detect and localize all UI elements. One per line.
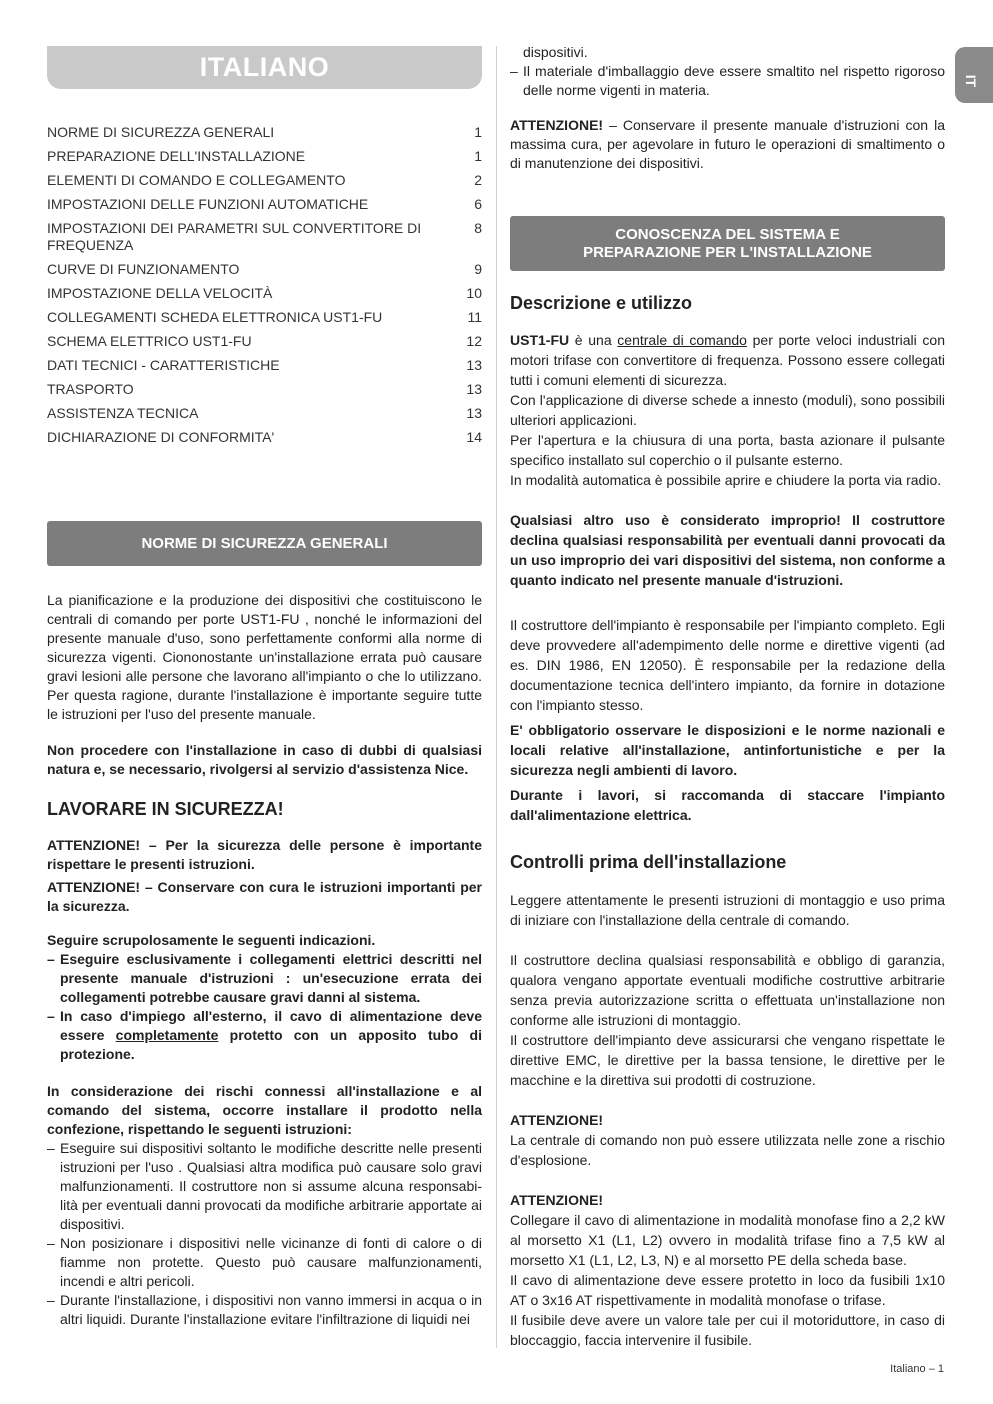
bold-instruction-list [47,950,482,1064]
toc-item-page: 13 [466,357,482,373]
toc-item-page: 1 [474,148,482,164]
heading-work-safely: LAVORARE IN SICUREZZA! [47,799,284,819]
section-title-system: CONOSCENZA DEL SISTEMA E PREPARAZIONE PER L'INSTALLAZIONE [510,216,945,271]
installation-instruction-list [47,1139,482,1329]
description-radio: In modalità automatica è possibile aprire e chiudere la porta via radio. [510,472,942,488]
toc-item [47,220,482,254]
toc-item-page: 6 [474,196,482,212]
toc-item-title: PREPARAZIONE DELL'INSTALLAZIONE [47,148,306,164]
checks-read-instructions: Leggere attentamente le presenti istruzioni di montaggio e uso prima di iniziare con l'installazione della centrale di comando. [510,892,945,928]
toc-item [47,405,482,422]
follow-instructions: Seguire scrupolosamente le seguenti indicazioni. [47,932,376,948]
toc-item-title: ASSISTENZA TECNICA [47,405,199,421]
checks-warranty: Il costruttore declina qualsiasi responsabilità e obbligo di garanzia, qualora vengano apportate eventuali modifiche costruttive arbitrarie senza previa autorizzazione scritta o effettuata un'installazione non conforme alle istruzioni di montaggio. [510,952,945,1028]
toc-item-page: 1 [474,124,482,140]
toc-item [47,172,482,189]
toc-item [47,357,482,374]
packaging-list [510,62,945,100]
toc-item-page: 9 [474,261,482,277]
toc-item-page: 8 [474,220,482,236]
toc-item-title: CURVE DI FUNZIONAMENTO [47,261,240,277]
toc-item-page: 13 [466,381,482,397]
emphasis-underline: completamente [115,1027,219,1043]
attention-fuses: Il cavo di alimentazione deve essere protetto in loco da fusibili 1x10 AT o 3x16 AT rispettivamente in modalità monofase o trifase. [510,1272,945,1308]
list-item: – Non posizionare i dispositivi nelle vicinanze di fonti di calore o di fiamme non protette. Questo può causare malfunzionamenti, incendi e altri pericoli. [47,1234,482,1291]
safety-intro: La pianificazione e la produzione dei dispositivi che costituiscono le centrali di comando per porte UST1-FU , nonché le informazioni del presente manuale d'uso, sono perfettamente conformi alla norme di sicurezza vigenti. Ciononostante un'installazione errata può causare gravi lesioni alle persone che lavorano all'impianto o che lo utilizzano. Per questa ragione, durante l'installazione è importante seguire tutte le istruzioni per l'uso del presente manuale. [47,592,482,722]
toc-item-title: ELEMENTI DI COMANDO E COLLEGAMENTO [47,172,346,188]
toc-item [47,381,482,398]
list-item: – Il materiale d'imballaggio deve essere smaltito nel rispetto rigoroso delle norme vigenti in materia. [510,62,945,100]
right-column [510,46,945,1350]
list-item: – Eseguire esclusivamente i collegamenti elettrici descritti nel presente manuale d'istruzioni : un'esecuzione errata dei collegamenti potrebbe causare gravi danni al sistema. [47,950,482,1007]
toc-item-page: 11 [467,309,482,325]
disconnect-power: Durante i lavori, si raccomanda di staccare l'impianto dall'alimentazione elettrica. [510,787,945,823]
attention-label: ATTENZIONE! [510,1112,604,1128]
toc-item-title: NORME DI SICUREZZA GENERALI [47,124,275,140]
heading-description: Descrizione e utilizzo [510,293,693,313]
checks-directives: Il costruttore dell'impianto deve assicurarsi che vengano rispettate le direttive EMC, le direttive per la bassa tensione, le direttive per le macchine e la direttiva sui prodotti di costruzione. [510,1032,945,1088]
toc-item [47,124,482,141]
language-tab: IT [955,47,993,103]
page-footer: Italiano – 1 [890,1363,944,1375]
list-item: – Eseguire sui dispositivi soltanto le modifiche descritte nelle presenti istruzioni per l'uso . Qualsiasi altra modifica può causare solo gravi malfunzionamenti. Il costruttore non si assume alcuna responsabi-lità per eventuali danni provocati da modifiche arbitrarie apportate ai dispositivi. [47,1139,482,1234]
control-unit-link-text: centrale di comando [617,332,747,348]
toc-item-title: COLLEGAMENTI SCHEDA ELETTRONICA UST1-FU [47,309,383,325]
toc-item-page: 13 [466,405,482,421]
toc-item-title: SCHEMA ELETTRICO UST1-FU [47,333,252,349]
toc-item [47,429,482,446]
toc-item [47,309,482,326]
heading-checks: Controlli prima dell'installazione [510,852,787,872]
toc-item-title: DATI TECNICI - CARATTERISTICHE [47,357,280,373]
left-column [47,46,482,1329]
toc-item-title: IMPOSTAZIONE DELLA VELOCITÀ [47,285,273,301]
table-of-contents [47,124,482,446]
attention-label: ATTENZIONE! [510,1192,604,1208]
mandatory-norms: E' obbligatorio osservare le disposizioni e le norme nazionali e locali relative all'installazione, antinfortunistiche e per la sicurezza negli ambienti di lavoro. [510,722,945,778]
warning-doubt: Non procedere con l'installazione in caso di dubbi di qualsiasi natura e, se necessario, rivolgersi al servizio d'assistenza Nice. [47,742,482,777]
toc-item-page: 10 [466,285,482,301]
language-banner: ITALIANO [47,46,482,89]
description-paragraph: UST1-FU è una centrale di comando per porte veloci industriali con motori trifase con convertitore di frequenza. Possono essere collegati tutti i comuni elementi di sicurezza. [510,332,945,388]
attention-persons: ATTENZIONE! – Per la sicurezza delle persone è importante rispettare le presenti istruzioni. [47,837,482,872]
toc-item-page: 14 [466,429,482,445]
attention-fuse-value: Il fusibile deve avere un valore tale per cui il motoriduttore, in caso di bloccaggio, faccia intervenire il fusibile. [510,1312,945,1348]
description-modules: Con l'applicazione di diverse schede a innesto (moduli), sono possibili ulteriori applicazioni. [510,392,945,428]
toc-item-title: DICHIARAZIONE DI CONFORMITA' [47,429,275,445]
toc-item [47,333,482,350]
continued-text: dispositivi. [523,44,588,60]
toc-item-page: 2 [474,172,482,188]
improper-use-warning: Qualsiasi altro uso è considerato improprio! Il costruttore declina qualsiasi responsabilità per eventuali danni provocati da un uso improprio dei vari dispositivi del sistema, non conforme a quanto indicato nel presente manuale d'istruzioni. [510,512,945,588]
toc-item-page: 12 [466,333,482,349]
attention-explosion: La centrale di comando non può essere utilizzata nelle zone a rischio d'esplosione. [510,1132,945,1168]
toc-item [47,261,482,278]
toc-item-title: IMPOSTAZIONI DEI PARAMETRI SUL CONVERTITORE DI FREQUENZA [47,220,422,253]
risks-intro: In considerazione dei rischi connessi all'installazione e al comando del sistema, occorre installare il prodotto nella confezione, rispettando le seguenti istruzioni: [47,1083,482,1137]
toc-item-title: TRASPORTO [47,381,134,397]
toc-item-title: IMPOSTAZIONI DELLE FUNZIONI AUTOMATICHE [47,196,369,212]
attention-keep-manual: ATTENZIONE! – Conservare il presente manuale d'istruzioni con la massima cura, per agevolare in futuro le operazioni di smaltimento o di manutenzione dei dispositivi. [510,117,945,171]
list-item: – In caso d'impiego all'esterno, il cavo di alimentazione deve essere completamente protetto con un apposito tubo di protezione. [47,1007,482,1064]
description-buttons: Per l'apertura e la chiusura di una porta, basta azionare il pulsante specifico installato sul coperchio o il pulsante esterno. [510,432,945,468]
toc-item [47,148,482,165]
attention-power-cable: Collegare il cavo di alimentazione in modalità monofase fino a 2,2 kW al morsetto X1 (L1, L2) ovvero in modalità trifase fino a 7,5 kW al morsetto X1 (L1, L2, L3, N) e al morsetto PE della scheda base. [510,1212,945,1268]
list-item: – Durante l'installazione, i dispositivi non vanno immersi in acqua o in altri liquidi. Durante l'installazione evitare l'infiltrazione di liquidi nei [47,1291,482,1329]
toc-item [47,196,482,213]
attention-keep-instructions: ATTENZIONE! – Conservare con cura le istruzioni importanti per la sicurezza. [47,879,482,914]
section-title-safety: NORME DI SICUREZZA GENERALI [47,521,482,566]
column-divider [496,46,497,1348]
builder-responsibility: Il costruttore dell'impianto è responsabile per l'impianto completo. Egli deve provvedere all'adempimento delle norme e direttive vigenti (ad es. DIN 1986, EN 12050). È responsabile per la redazione della documentazione tecnica dell'intero impianto, da fornire in dotazione con l'impianto stesso. [510,617,945,713]
toc-item [47,285,482,302]
